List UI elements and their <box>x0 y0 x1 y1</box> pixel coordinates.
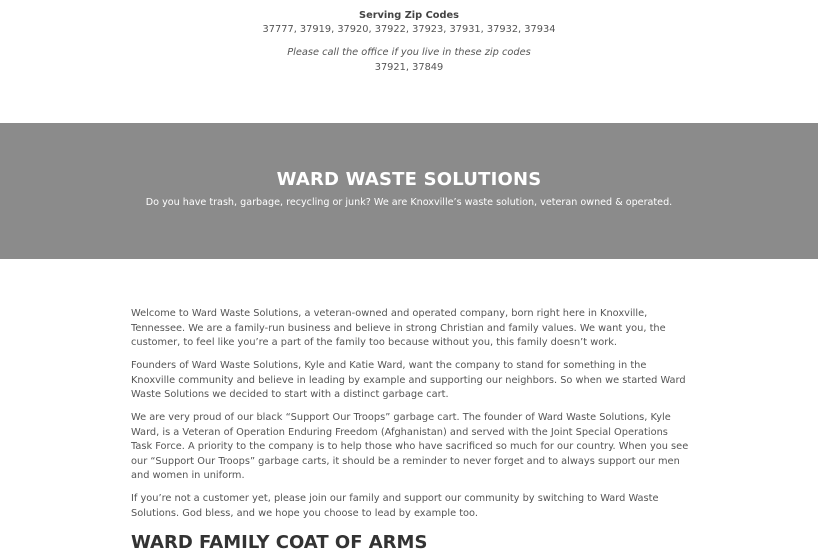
hero-subtitle: Do you have trash, garbage, recycling or junk? We are Knoxville’s waste solution, veteran owned & operated. <box>145 197 673 208</box>
zip-codes-title: Serving Zip Codes <box>359 10 459 21</box>
about-paragraph-join: If you’re not a customer yet, please join our family and support our community by switching to Ward Waste Solutions. God bless, and we hope you choose to lead by example too. <box>131 493 659 519</box>
about-paragraph-welcome: Welcome to Ward Waste Solutions, a veteran-owned and operated company, born right here in Knoxville, Tennessee. We are a family-run business and believe in strong Christian and family values. We want you, the customer, to feel like you’re a part of the family too because without you, this family doesn’t work. <box>131 308 666 348</box>
zip-codes-secondary: 37921, 37849 <box>374 62 444 73</box>
zip-codes-primary: 37777, 37919, 37920, 37922, 37923, 37931, 37932, 37934 <box>262 24 556 35</box>
coat-of-arms-heading: WARD FAMILY COAT OF ARMS <box>131 532 428 553</box>
zip-codes-note: Please call the office if you live in these zip codes <box>287 47 531 58</box>
hero-banner <box>0 123 818 259</box>
hero-title: WARD WASTE SOLUTIONS <box>276 169 542 190</box>
about-section <box>131 307 691 530</box>
about-paragraph-troops: We are very proud of our black “Support Our Troops” garbage cart. The founder of Ward Waste Solutions, Kyle Ward, is a Veteran of Operation Enduring Freedom (Afghanistan) and served with the Joint Special Operations Task Force. A priority to the company is to help those who have sacrificed so much for our country. When you see our “Support Our Troops” garbage carts, it should be a reminder to never forget and to always support our men and women in uniform. <box>131 412 689 481</box>
about-paragraph-founders: Founders of Ward Waste Solutions, Kyle and Katie Ward, want the company to stand for something in the Knoxville community and believe in leading by example and supporting our neighbors. So when we started Ward Waste Solutions we decided to start with a distinct garbage cart. <box>131 360 686 400</box>
